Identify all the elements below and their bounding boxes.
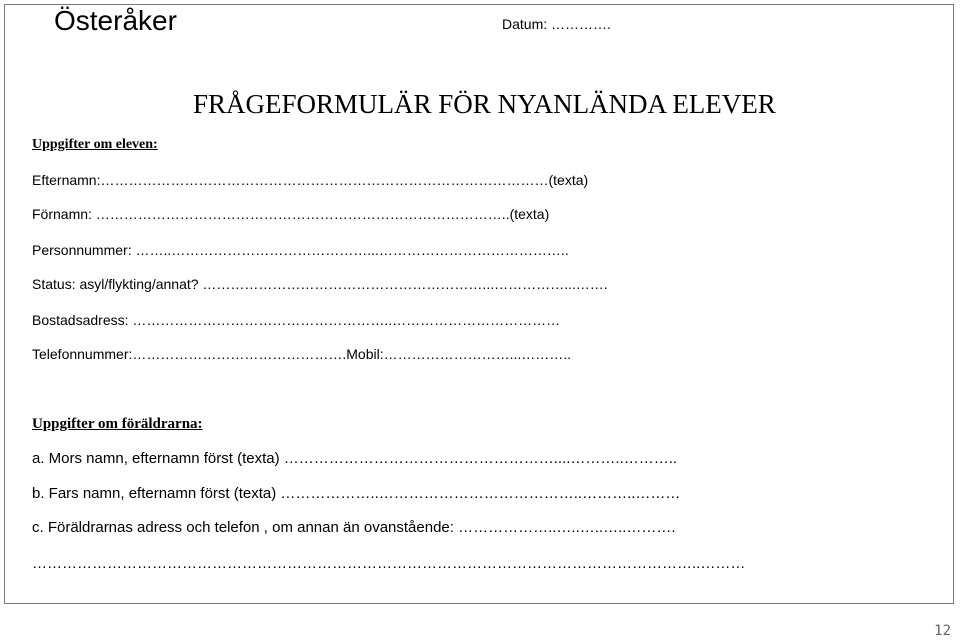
address-field: Bostadsadress: ………………………………………………..……………………………… (32, 312, 561, 328)
parents-address-field: c. Föräldrarnas adress och telefon , om annan än ovanstående: ………………..…..…..…..………. (32, 519, 676, 536)
mother-name-field: a. Mors namn, efternamn först (texta) ………………………………………………....………..……….. (32, 450, 678, 467)
first-name-field: Förnamn: ……………………………………………………………………………..(texta) (32, 206, 550, 222)
parents-address-continuation: ……………………………………………………………………………………………………………………..……… (32, 555, 746, 572)
form-title: FRÅGEFORMULÄR FÖR NYANLÄNDA ELEVER (193, 89, 776, 119)
personal-number-field: Personnummer: ……..……………………………………...………………………………….. (32, 242, 569, 258)
date-field: Datum: …………. (502, 16, 611, 32)
student-section-heading: Uppgifter om eleven: (32, 137, 158, 152)
page-number: 12 (934, 623, 951, 639)
status-field: Status: asyl/flykting/annat? ……………………………………………………...……………...……. (32, 276, 608, 292)
parents-section-heading: Uppgifter om föräldrarna: (32, 416, 203, 432)
father-name-field: b. Fars namn, efternamn först (texta) ………………..…………………………………..………..……… (32, 485, 681, 502)
surname-field: Efternamn:……………………………………………………………………………………(texta) (32, 172, 589, 188)
phone-field: Telefonnummer:……………………………………….Mobil:………………………...……….. (32, 346, 572, 362)
municipality-name: Österåker (54, 5, 177, 36)
